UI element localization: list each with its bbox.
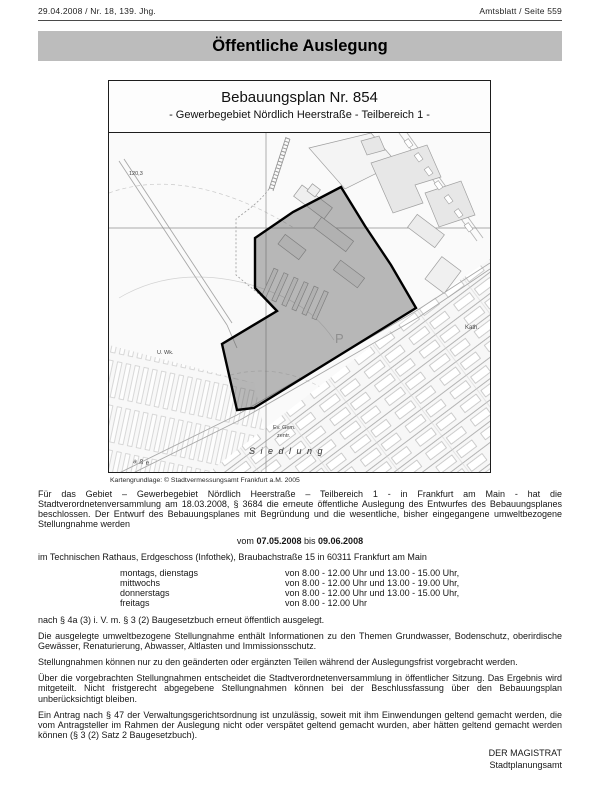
schedule-hours: von 8.00 - 12.00 Uhr — [285, 598, 368, 609]
opening-hours-table — [120, 568, 562, 609]
kath-label: Kath. — [465, 325, 480, 331]
elevation-label: 120,3 — [129, 171, 143, 177]
cadastral-map — [109, 133, 490, 472]
signature-authority: DER MAGISTRAT — [488, 748, 562, 759]
header-issue-info: 29.04.2008 / Nr. 18, 139. Jhg. — [38, 6, 156, 16]
schedule-days: donnerstags — [120, 588, 170, 599]
schedule-days: montags, dienstags — [120, 567, 199, 578]
notice-body — [38, 489, 562, 772]
page-header — [38, 6, 562, 21]
date-mid: bis — [304, 535, 316, 546]
street-name-fragment-label: aße — [132, 458, 153, 468]
display-period-line — [38, 536, 562, 546]
schedule-hours: von 8.00 - 12.00 Uhr und 13.00 - 15.00 Uhr, — [285, 588, 460, 599]
schedule-days: mittwochs — [120, 578, 161, 589]
signature-department: Stadtplanungsamt — [489, 759, 562, 770]
map-subtitle: - Gewerbegebiet Nördlich Heerstraße - Teilbereich 1 - — [169, 109, 430, 121]
map-caption: Kartengrundlage: © Stadtvermessungsamt Frankfurt a.M. 2005 — [110, 477, 300, 484]
notice-title: Öffentliche Auslegung — [212, 36, 388, 55]
schedule-row — [120, 568, 562, 578]
date-pre: vom — [236, 535, 254, 546]
schedule-row — [120, 598, 562, 608]
schedule-row — [120, 578, 562, 588]
schedule-hours: von 8.00 - 12.00 Uhr und 13.00 - 19.00 Uhr, — [285, 578, 460, 589]
schedule-hours: von 8.00 - 12.00 Uhr und 13.00 - 15.00 Uhr, — [285, 567, 460, 578]
notice-banner — [38, 31, 562, 61]
paragraph-objection: Ein Antrag nach § 47 der Verwaltungsgerichtsordnung ist unzulässig, soweit mit ihm Einwendungen geltend gemacht werden, die vom Antragsteller im Rahmen der Auslegung nicht oder verspätet geltend gemacht wurden, aber hätten geltend gemacht werden können (§ 3 (2) Satz 2 Baugesetzbuch). — [38, 709, 562, 740]
schedule-row — [120, 588, 562, 598]
date-to: 09.06.2008 — [318, 535, 364, 546]
paragraph-comments: Stellungnahmen können nur zu den geänderten oder ergänzten Teilen während der Auslegungsfrist vorgebracht werden. — [38, 657, 518, 668]
plan-map-figure — [108, 80, 491, 473]
location-line: im Technischen Rathaus, Erdgeschoss (Infothek), Braubachstraße 15 in 60311 Frankfurt am Main — [38, 551, 427, 562]
ev-gem-label-line1: Ev. Gem. — [273, 425, 296, 431]
parking-label: P — [335, 331, 344, 346]
paragraph-decision: Über die vorgebrachten Stellungnahmen entscheidet die Stadtverordnetenversammlung in öffentlicher Sitzung. Das Ergebnis wird mitgeteilt. Nicht fristgerecht abgegebene Stellungnahmen können bei der Beschlussfassung über den Bebauungsplan unberücksichtigt bleiben. — [38, 673, 562, 704]
uwk-label: U. Wk. — [157, 350, 174, 356]
map-title: Bebauungsplan Nr. 854 — [221, 89, 378, 106]
schedule-days: freitags — [120, 598, 150, 609]
paragraph-environment: Die ausgelegte umweltbezogene Stellungnahme enthält Informationen zu den Themen Grundwasser, Bodenschutz, oberirdische Gewässer, Renaturierung, Abwasser, Altlasten und Immissionsschutz. — [38, 630, 562, 651]
siedlung-label: Siedlung — [249, 446, 329, 456]
signature-block — [38, 748, 562, 771]
paragraph-intro: Für das Gebiet – Gewerbegebiet Nördlich Heerstraße – Teilbereich 1 - in Frankfurt am Main - hat die Stadtverordnetenversammlung am 18.03.2008, § 3684 die erneute öffentliche Auslegung des Entwurfes des Bebauungsplanes beschlossen. Der Entwurf des Bebauungsplanes mit Begründung und die wesentliche, bisher eingegangene umweltbezogene Stellungnahme werden — [38, 489, 562, 530]
paragraph-legal-basis: nach § 4a (3) i. V. m. § 3 (2) Baugesetzbuch erneut öffentlich ausgelegt. — [38, 614, 325, 625]
ev-gem-label-line2: zentr. — [277, 433, 291, 439]
header-page-ref: Amtsblatt / Seite 559 — [479, 6, 562, 16]
date-from: 07.05.2008 — [256, 535, 302, 546]
map-title-box — [109, 81, 490, 133]
